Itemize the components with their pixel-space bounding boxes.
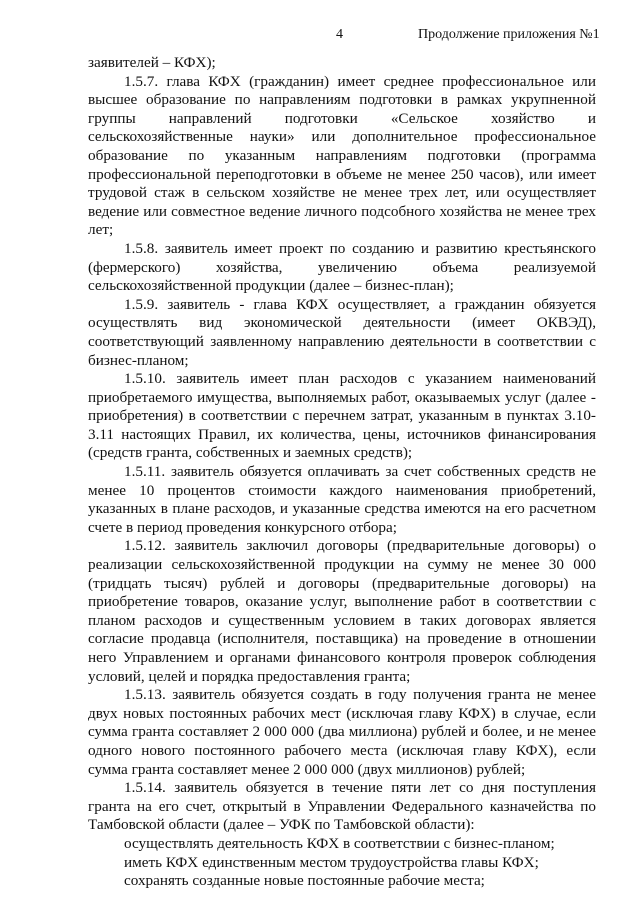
obligation-item: иметь КФХ единственным местом трудоустройства главы КФХ;	[124, 853, 539, 871]
obligation-item: сохранять созданные новые постоянные рабочие места;	[124, 872, 485, 890]
paragraph-1-5-9: 1.5.9. заявитель - глава КФХ осуществляет, а гражданин обязуется осуществлять вид экономической деятельности (имеет ОКВЭД), соответствующий заявленному направлению деятельности в соответствии с бизнес-планом;	[88, 295, 596, 369]
paragraph-continuation: заявителей – КФХ);	[88, 54, 216, 71]
paragraph-1-5-7: 1.5.7. глава КФХ (гражданин) имеет среднее профессиональное или высшее образование по направлениям подготовки в рамках укрупненной группы направлений подготовки «Сельское хозяйство и сельскохозяйственные науки» или дополнительное профессиональное образование по указанным направлениям подготовки (программа профессиональной переподготовки в объеме не менее 250 часов), или имеет трудовой стаж в сельском хозяйстве не менее трех лет, или осуществляет ведение или совместное ведение личного подсобного хозяйства не менее трех лет;	[88, 72, 596, 239]
obligation-item: осуществлять деятельность КФХ в соответствии с бизнес-планом;	[124, 834, 555, 852]
paragraph-1-5-12: 1.5.12. заявитель заключил договоры (предварительные договоры) о реализации сельскохозяйственной продукции на сумму не менее 30 000 (тридцать тысяч) рублей и договоры (предварительные договоры) на приобретение товаров, оказание услуг, выполнение работ в соответствии с планом расходов и существенным условием в таких договорах является согласие продавца (исполнителя, поставщика) на проведение в отношении него Управлением и органами финансового контроля проверок соблюдения условий, целей и порядка предоставления гранта;	[88, 537, 596, 685]
appendix-continuation-note: Продолжение приложения №1	[418, 27, 600, 42]
paragraph-1-5-11: 1.5.11. заявитель обязуется оплачивать за счет собственных средств не менее 10 процентов стоимости каждого наименования приобретений, указанных в плане расходов, и указанные средства имеются на его расчетном счете в период проведения конкурсного отбора;	[88, 463, 596, 536]
page-number: 4	[336, 27, 343, 42]
paragraph-1-5-14: 1.5.14. заявитель обязуется в течение пяти лет со дня поступления гранта на его счет, открытый в Управлении Федерального казначейства по Тамбовской области (далее – УФК по Тамбовской области):	[88, 779, 596, 834]
paragraph-1-5-13: 1.5.13. заявитель обязуется создать в году получения гранта не менее двух новых постоянных рабочих мест (исключая главу КФХ) в случае, если сумма гранта составляет 2 000 000 (два миллиона) рублей и более, и не менее одного нового постоянного рабочего места (исключая главу КФХ), если сумма гранта составляет менее 2 000 000 (двух миллионов) рублей;	[88, 686, 596, 778]
paragraph-1-5-10: 1.5.10. заявитель имеет план расходов с указанием наименований приобретаемого имущества, выполняемых работ, оказываемых услуг (далее - приобретения) в соответствии с перечнем затрат, указанным в пунктах 3.10-3.11 настоящих Правил, их количества, цены, источников финансирования (средств гранта, собственных и заемных средств);	[88, 370, 596, 462]
document-body	[88, 54, 596, 891]
paragraph-1-5-8: 1.5.8. заявитель имеет проект по созданию и развитию крестьянского (фермерского) хозяйства, увеличению объема реализуемой сельскохозяйственной продукции (далее – бизнес-план);	[88, 239, 596, 295]
